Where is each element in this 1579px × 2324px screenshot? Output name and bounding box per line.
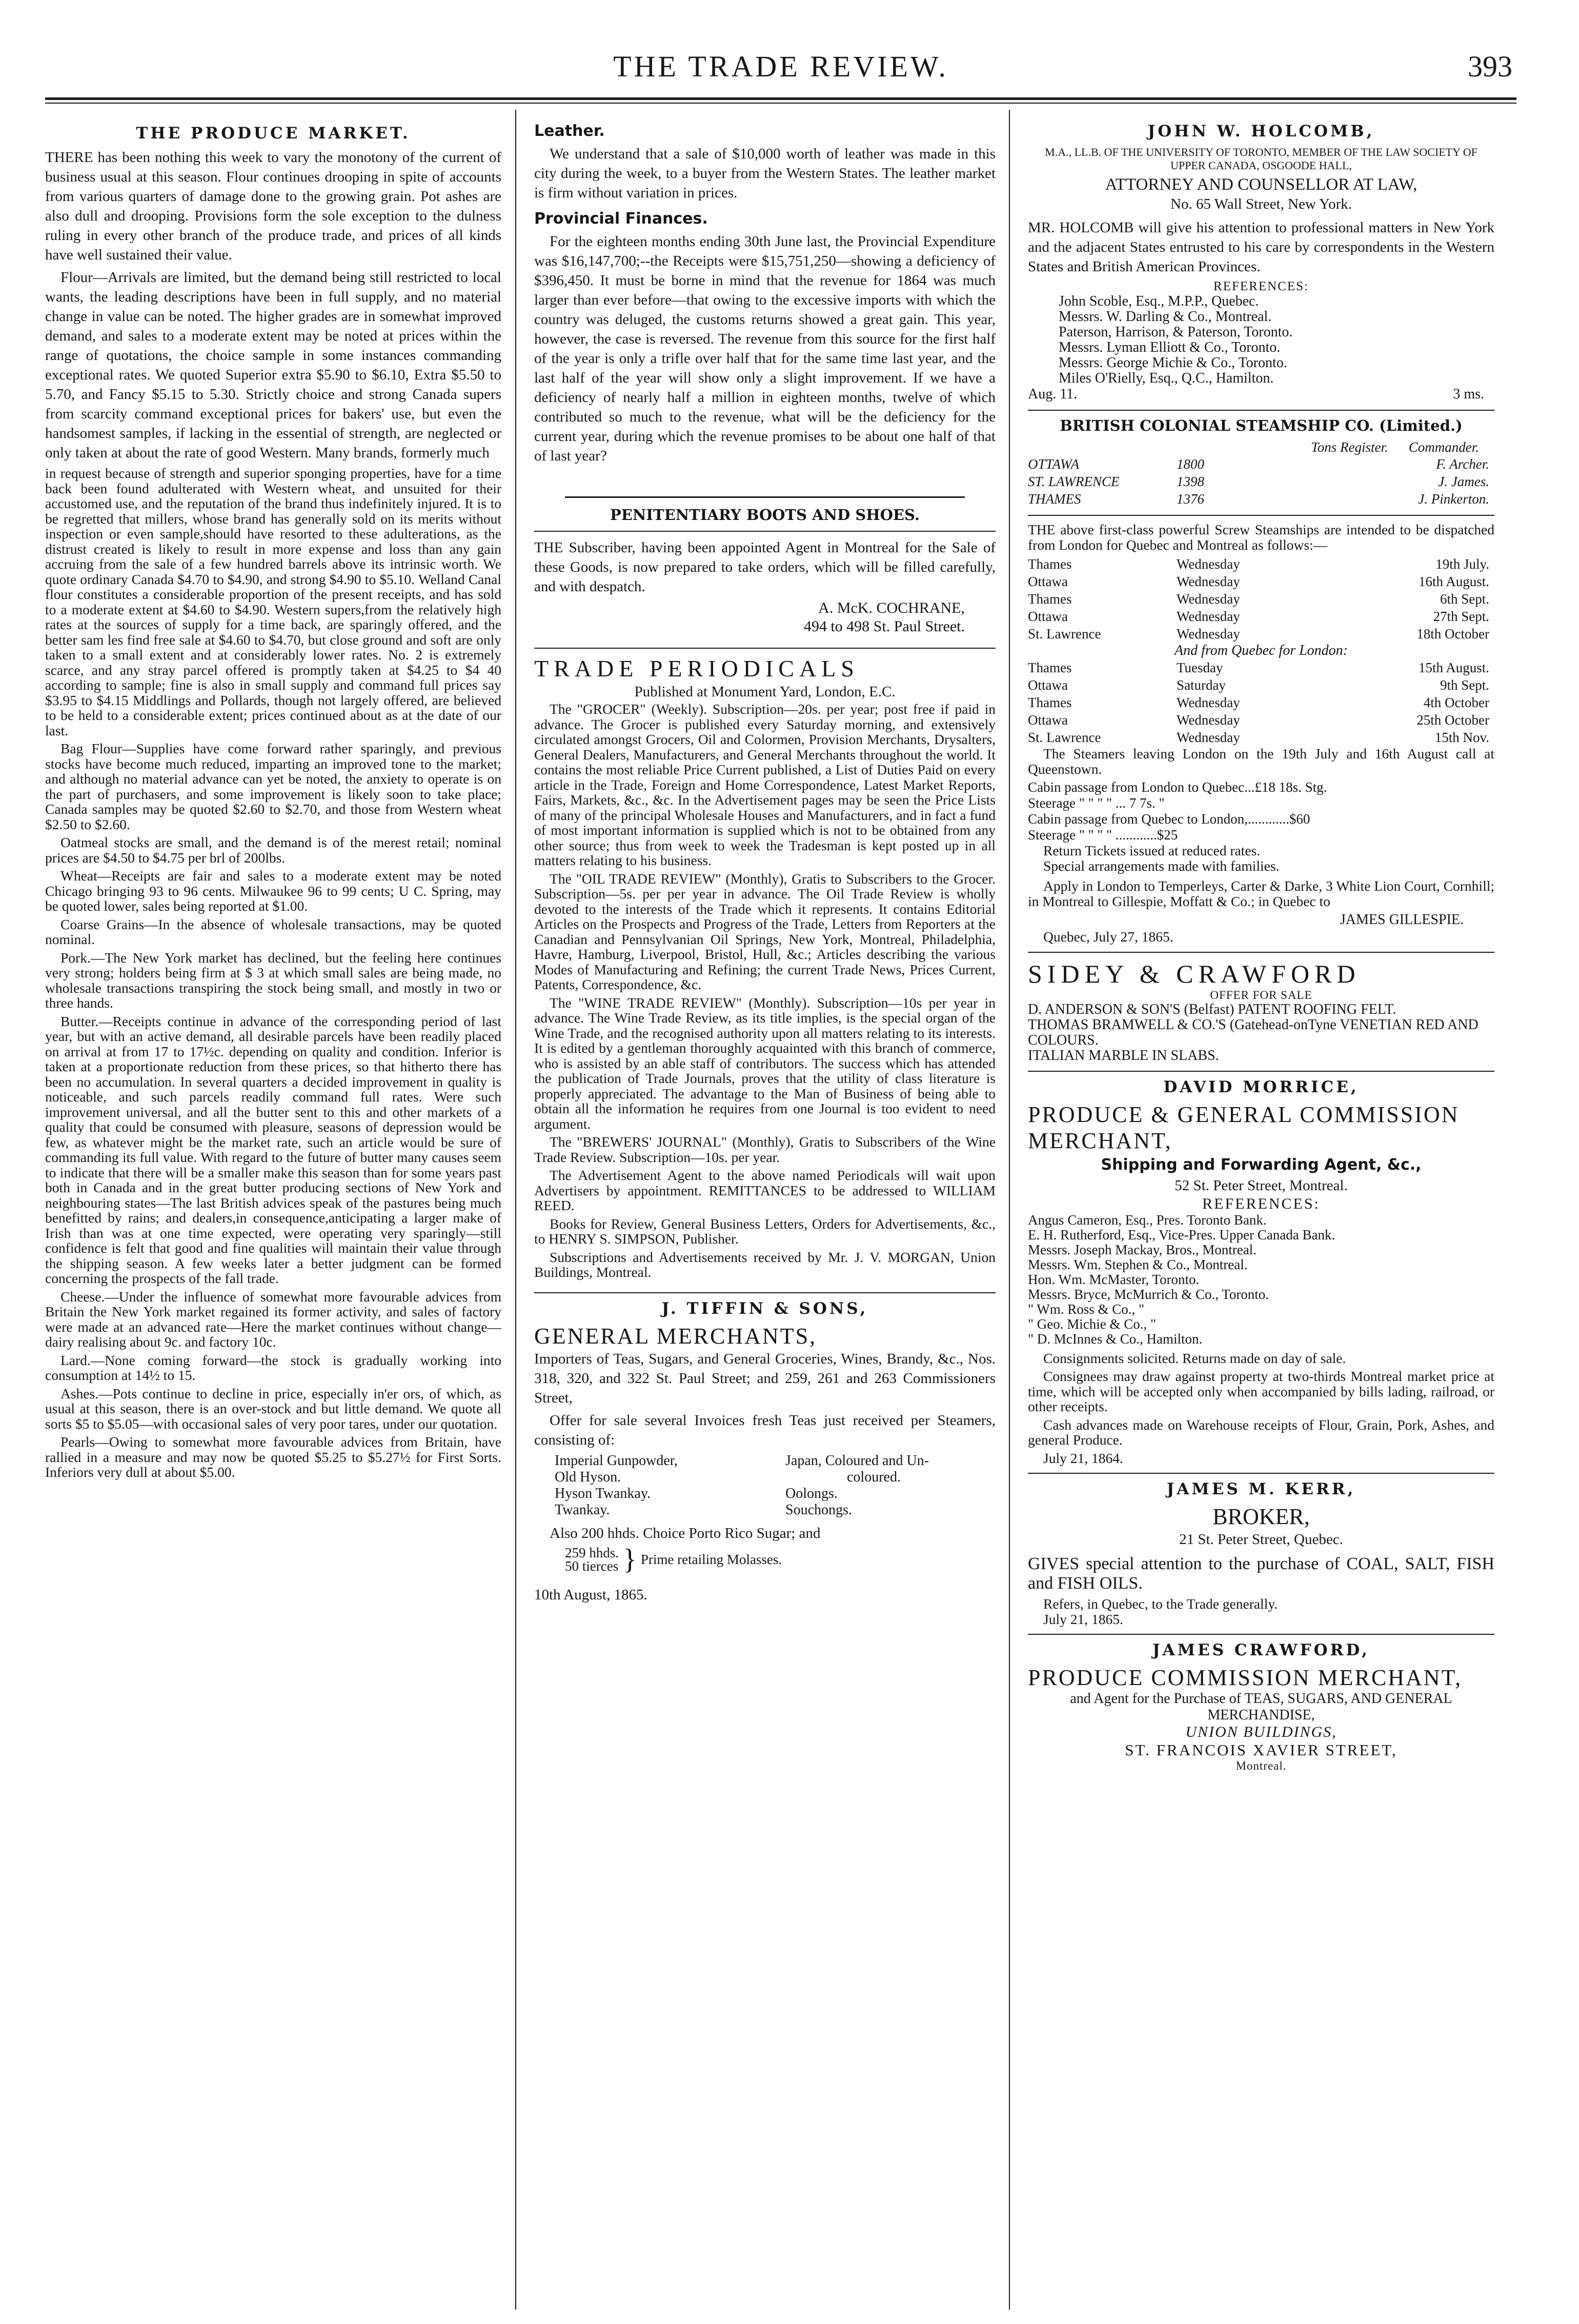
oil-trade-paragraph: The "OIL TRADE REVIEW" (Monthly), Gratis to Subscribers to the Grocer. Subscription—5s. per per year in advance. The Oil Trade Review is wholly devoted to the interests of the Trade which it represents. It contains Editorial Articles on the Prospects and Progress of the Trade, Letters from Reporters at the Canadian and Pennsylvanian Oil Springs, New York, Montreal, Philadelphia, Havre, Hamburg, Liverpool, Bristol, Hull, &c.; Articles describing the various Modes of Manufacturing and Refining; the current Trade News, Prices Current, Patents, Correspondence, &c. — [534, 870, 996, 992]
morrice-name: DAVID MORRICE, — [1163, 1077, 1359, 1096]
holcomb-notice: MR. HOLCOMB will give his attention to professional matters in New York and the adjacent States entrusted to his care by correspondents in the Western States and British American Provinces. — [1028, 219, 1494, 275]
sugar-offer: Also 200 hhds. Choice Porto Rico Sugar; and — [550, 1525, 821, 1541]
reference-item: Angus Cameron, Esq., Pres. Toronto Bank. — [1028, 1212, 1267, 1228]
morrice-address: 52 St. Peter Street, Montreal. — [1175, 1177, 1348, 1194]
general-merchants-heading: GENERAL MERCHANTS, — [534, 1323, 817, 1349]
molasses-quantities — [565, 1546, 619, 1573]
goods-line: ITALIAN MARBLE IN SLABS. — [1028, 1047, 1219, 1064]
queenstown-notice: The Steamers leaving London on the 19th July and 16th August call at Queenstown. — [1028, 746, 1494, 777]
holcomb-credentials: M.A., LL.B. OF THE UNIVERSITY OF TORONTO, MEMBER OF THE LAW SOCIETY OF UPPER CANADA, OSGOODE HALL, — [1045, 146, 1477, 172]
pearls-paragraph: Pearls—Owing to somewhat more favourable advices from Britain, have rallied in a measure and may now be quoted $5.25 to $5.27½ for First Sorts. Inferiors very dull at about $5.00. — [45, 1434, 501, 1480]
goods-line: THOMAS BRAMWELL & CO.'S (Gatehead-onTyne VENETIAN RED AND COLOURS. — [1028, 1016, 1479, 1048]
section-divider — [1028, 1071, 1494, 1072]
cash-advances-notice: Cash advances made on Warehouse receipts of Flour, Grain, Pork, Ashes, and general Produce. — [1028, 1416, 1494, 1448]
cheese-paragraph: Cheese.—Under the influence of somewhat more favourable advices from Britain the New York market regained its former activity, and sales of factory were made at an advanced rate—Here the market continues without change—dairy realising about 9c. and factory 10c. — [45, 1288, 501, 1350]
fare-line: Cabin passage from Quebec to London,............$60 — [1028, 811, 1310, 827]
reference-item: Messrs. Wm. Stephen & Co., Montreal. — [1028, 1256, 1248, 1272]
tea-list — [534, 1453, 996, 1518]
ship-row: ST. LAWRENCE 1398 J. James. — [1028, 474, 1489, 489]
tea-item: Hyson Twankay. — [555, 1485, 651, 1501]
column-middle — [534, 122, 996, 2307]
holcomb-name: JOHN W. HOLCOMB, — [1147, 122, 1375, 141]
sailing-row: Thames Wednesday 4th October — [1028, 695, 1489, 710]
tierces-quantity: 50 tierces — [565, 1558, 619, 1574]
reference-item: Messrs. George Michie & Co., Toronto. — [1059, 355, 1287, 371]
fare-line: Steerage " " " " ... 7 7s. " — [1028, 795, 1165, 811]
sailing-row: Thames Tuesday 15th August. — [1028, 660, 1489, 675]
reference-item: " D. McInnes & Co., Hamilton. — [1028, 1331, 1203, 1347]
morrice-date: July 21, 1864. — [1043, 1450, 1123, 1466]
crawford-street: ST. FRANCOIS XAVIER STREET, — [1125, 1741, 1398, 1759]
sidey-goods — [1028, 1002, 1494, 1064]
ship-row: THAMES 1376 J. Pinkerton. — [1028, 491, 1489, 507]
holcomb-date-line — [1028, 386, 1494, 403]
coarse-grains-paragraph: Coarse Grains—In the absence of wholesale transactions, may be quoted nominal. — [45, 916, 501, 947]
produce-general-commission-heading: PRODUCE & GENERAL COMMISSION MERCHANT, — [1028, 1101, 1460, 1153]
holcomb-term: 3 ms. — [1453, 386, 1484, 402]
column-produce-market — [45, 122, 501, 2307]
reference-item: " Wm. Ross & Co., " — [1028, 1301, 1145, 1317]
kerr-name: JAMES M. KERR, — [1166, 1480, 1356, 1498]
provincial-finances-heading: Provincial Finances. — [534, 210, 708, 228]
holcomb-references — [1028, 294, 1494, 386]
running-title: THE TRADE REVIEW. — [613, 50, 948, 83]
kerr-notice: GIVES special attention to the purchase of COAL, SALT, FISH and FISH OILS. — [1028, 1554, 1494, 1593]
trade-periodicals-heading: TRADE PERIODICALS — [534, 655, 859, 682]
ashes-paragraph: Ashes.—Pots continue to decline in price, especially in'er ors, of which, as usual at this season, there is an over-stock and but little demand. We quote all sorts $5 to $5.05—with occasional sales of very poor tares, under our quotation. — [45, 1385, 501, 1432]
steamship-heading: BRITISH COLONIAL STEAMSHIP CO. (Limited.) — [1060, 417, 1463, 434]
column-advertisements — [1028, 122, 1494, 2307]
tiffin-description: Importers of Teas, Sugars, and General Groceries, Wines, Brandy, &c., Nos. 318, 320, and 322 St. Paul Street; and 259, 261 and 263 Commissioners Street, — [534, 1350, 996, 1406]
page-header — [45, 49, 1516, 90]
fare-line: Steerage " " " " ............$25 — [1028, 827, 1178, 843]
produce-intro: THERE has been nothing this week to vary the monotony of the current of business usual at this season. Flour continues drooping in spite of accounts from various quarters of damage done to the growing grain. Pot ashes are also dull and drooping. Provisions form the sole exception to the dulness ruling in every other branch of the produce trade, and prices of all kinds have well sustained their value. — [45, 149, 501, 263]
reference-item: Messrs. Joseph Mackay, Bros., Montreal. — [1028, 1241, 1257, 1257]
reference-item: Messrs. Bryce, McMurrich & Co., Toronto. — [1028, 1286, 1269, 1302]
provincial-finances-paragraph: For the eighteen months ending 30th June last, the Provincial Expenditure was $16,147,700;--the Receipts were $15,751,250—showing a deficiency of $396,450. It must be borne in mind that the revenue for 1864 was much larger than ever before—that owing to the excessive imports with which the country was deluged, the customs returns showed a great gain. This year, however, the case is reversed. The revenue from this source for the first half of the year is only a trifle over half that for the same time last year, and the last half of the year will show only a slight improvement. If we have a deficiency of nearly half a million in eighteen months, twelve of which contributed so much to the revenue, what will be the deficiency for the current year, during which the revenue promises to be about one half of that of last year? — [534, 233, 996, 464]
reference-item: Messrs. Lyman Elliott & Co., Toronto. — [1059, 339, 1281, 355]
column-rule-1 — [515, 110, 516, 2310]
sailing-row: Ottawa Saturday 9th Sept. — [1028, 677, 1489, 693]
holcomb-title: ATTORNEY AND COUNSELLOR AT LAW, — [1105, 175, 1418, 194]
ship-row: OTTAWA 1800 F. Archer. — [1028, 456, 1489, 472]
penitentiary-boots-notice: THE Subscriber, having been appointed Agent in Montreal for the Sale of these Goods, is now prepared to take orders, which will be filled carefully, and with despatch. — [534, 539, 996, 595]
tea-item: coloured. — [847, 1469, 901, 1485]
tea-list-left — [555, 1453, 765, 1518]
flour-paragraph: Flour—Arrivals are limited, but the demand being still restricted to local wants, the leading descriptions have been in full supply, and no material change in value can be noted. The higher grades are in somewhat improved demand, and sales to a moderate extent may be noted at prices within the range of quotations, the choice sample in some instances commanding exceptional rates. We quoted Superior extra $5.90 to $6.10, Extra $5.50 to 5.70, and Fancy $5.15 to 5.30. Strictly choice and strong Canada supers from scarcity command exceptional prices for bakers' use, but even the handsomest samples, if lacking in the essential of strength, are neglected or only taken at about the rate of good Western. Many brands, formerly much — [45, 269, 501, 461]
holcomb-date: Aug. 11. — [1028, 386, 1078, 402]
tea-item: Oolongs. — [785, 1485, 838, 1501]
sailing-row: Ottawa Wednesday 25th October — [1028, 712, 1489, 728]
cochrane-address: 494 to 498 St. Paul Street. — [803, 618, 965, 635]
section-divider — [534, 1292, 996, 1293]
molasses-description: Prime retailing Molasses. — [640, 1551, 782, 1567]
trade-periodicals-address: Published at Monument Yard, London, E.C. — [634, 684, 896, 700]
from-quebec-heading: And from Quebec for London: — [1174, 643, 1348, 658]
sidey-crawford-heading: SIDEY & CRAWFORD — [1028, 959, 1361, 988]
gillespie-signature: JAMES GILLESPIE. — [1340, 912, 1464, 928]
tiffin-date: 10th August, 1865. — [534, 1586, 647, 1603]
reference-item: " Geo. Michie & Co., " — [1028, 1316, 1157, 1332]
return-tickets: Return Tickets issued at reduced rates. — [1043, 843, 1261, 858]
tons-register-header: Tons Register. — [1311, 439, 1388, 455]
broker-title: BROKER, — [1212, 1504, 1310, 1529]
brewers-journal-paragraph: The "BREWERS' JOURNAL" (Monthly), Gratis to Subscribers of the Wine Trade Review. Subscription—10s. per year. — [534, 1134, 996, 1165]
crawford-city: Montreal. — [1236, 1759, 1287, 1772]
wine-trade-paragraph: The "WINE TRADE REVIEW" (Monthly). Subscription—10s per year in advance. The Wine Trade Review, as its title implies, is the special organ of the Wine Trade, and the recognised authority upon all matters relating to its interests. It is edited by a gentleman thoroughly acquainted with this branch of commerce, who is assisted by an able staff of contributors. The success which has attended the publication of Trade Journals, proves that the utility of class literature is properly appreciated. The advantage to the Man of Business of being able to obtain all the information he requires from one Journal is too evident to need argument. — [534, 994, 996, 1132]
hhds-quantity: 259 hhds. — [565, 1545, 619, 1560]
reference-item: John Scoble, Esq., M.P.P., Quebec. — [1059, 293, 1259, 309]
tea-list-right — [785, 1453, 996, 1518]
cochrane-signature: A. McK. COCHRANE, — [818, 599, 965, 616]
reference-item: Messrs. W. Darling & Co., Montreal. — [1059, 309, 1272, 325]
sailing-row: Thames Wednesday 6th Sept. — [1028, 591, 1489, 607]
section-divider — [565, 496, 965, 498]
sailing-row: St. Lawrence Wednesday 15th Nov. — [1028, 730, 1489, 745]
pork-paragraph: Pork.—The New York market has declined, but the feeling here continues very strong; holders being firm at $ 3 at which small sales are being made, no wholesale transactions transpiring the stock being small, and mostly in two or three hands. — [45, 949, 501, 1011]
produce-market-heading: THE PRODUCE MARKET. — [136, 124, 411, 143]
kerr-refers: Refers, in Quebec, to the Trade generally. — [1043, 1596, 1278, 1612]
steamship-date: Quebec, July 27, 1865. — [1043, 929, 1173, 945]
consignments-notice: Consignments solicited. Returns made on day of sale. — [1043, 1350, 1346, 1366]
sailing-row: St. Lawrence Wednesday 18th October — [1028, 626, 1489, 642]
tea-item: Old Hyson. — [555, 1469, 621, 1485]
steamship-columns — [1028, 439, 1494, 455]
passage-fares — [1028, 779, 1494, 843]
leather-heading: Leather. — [534, 122, 605, 140]
header-rule-thin — [45, 103, 1516, 104]
offer-for-sale-label: OFFER FOR SALE — [1210, 988, 1312, 1001]
reference-item: Miles O'Rielly, Esq., Q.C., Hamilton. — [1059, 370, 1274, 386]
crawford-description: and Agent for the Purchase of TEAS, SUGARS, AND GENERAL MERCHANDISE, — [1070, 1691, 1452, 1723]
consignees-notice: Consignees may draw against property at two-thirds Montreal market price at time, which will be accepted only when accompanied by bills lading, railroad, or other receipts. — [1028, 1368, 1494, 1414]
leather-paragraph: We understand that a sale of $10,000 worth of leather was made in this city during the week, to a buyer from the Western States. The leather market is firm without variation in prices. — [534, 146, 996, 201]
flour-continued: in request because of strength and superior sponging properties, have for a time back been found adulterated with Western wheat, and unsuited for their accustomed use, and the reputation of the brand thus indefinitely injured. It is to be regretted that millers, whose brand has generally sold on its merits without inspection or even sample,should have resorted to these adulterations, as the distrust created is likely to result in more expense and loss than any gain accruing from the sale of a few hundred barrels above its intrinsic worth. We quote ordinary Canada $4.70 to $4.90, and strong $4.90 to $5.10. Welland Canal flour constitutes a considerable proportion of the present receipts, and has sold to a moderate extent at $4.60 to $4.90. Western supers,from the relatively high rates at the sources of supply for a time back, are sparingly offered, and the better sam les find free sale at $4.60 to $4.70, but close ground and soft are only taken to a small extent and at considerably lower rates. No. 2 is extremely scarce, and any stray parcel offered is promptly taken at $4.25 to $4 40 according to sample; fine is also in small supply and command full prices say $3.95 to $4.15 Middlings and Pollards, though not largely offered, are believed to be held to a considerable extent; prices continued about as at the date of our last. — [45, 465, 501, 738]
section-divider — [1028, 1634, 1494, 1635]
shipping-agent-line: Shipping and Forwarding Agent, &c., — [1101, 1155, 1422, 1174]
section-divider — [534, 648, 996, 649]
morrice-references — [1028, 1213, 1494, 1347]
bag-flour-paragraph: Bag Flour—Supplies have come forward rather sparingly, and previous stocks have become much reduced, imparting an improved tone to the market; and although no material advance can yet be noted, the anxiety to operate is on the part of purchasers, and some improvement is likely soon to take place; Canada samples may be quoted $2.60 to $2.70, and those from Western wheat $2.50 to $2.60. — [45, 740, 501, 832]
section-divider — [1028, 1473, 1494, 1474]
advertisement-agent-paragraph: The Advertisement Agent to the above named Periodicals will wait upon Advertisers by appointment. REMITTANCES to be addressed to WILLIAM REED. — [534, 1167, 996, 1213]
sailing-row: Thames Wednesday 19th July. — [1028, 556, 1489, 572]
tea-item: Imperial Gunpowder, — [555, 1452, 678, 1469]
brace-icon: } — [623, 1543, 637, 1575]
oatmeal-paragraph: Oatmeal stocks are small, and the demand is of the merest retail; nominal prices are $4.50 to $4.75 per brl of 200lbs. — [45, 834, 501, 866]
grocer-paragraph: The "GROCER" (Weekly). Subscription—20s. per year; post free if paid in advance. The Grocer is published every Saturday morning, and extensively circulated amongst Grocers, Oil and Colormen, Provision Merchants, Drysalters, General Dealers, Manufacturers, and General Merchants throughout the world. It contains the most reliable Price Current published, a List of Duties Paid on every article in the Trade, Foreign and Home Correspondence, Latest Market Reports, Fairs, Markets, &c., &c. In the Advertisement pages may be seen the Price Lists of many of the principal Wholesale Houses and Manufacturers, and in fact a fund of most important information is supplied which is not to be obtained from any other source; thus from week to week the Tradesman is kept posted up in all matters relating to his business. — [534, 701, 996, 868]
section-divider — [1028, 515, 1494, 516]
header-rule-thick — [45, 97, 1516, 100]
goods-line: D. ANDERSON & SON'S (Belfast) PATENT ROOFING FELT. — [1028, 1001, 1396, 1017]
butter-paragraph: Butter.—Receipts continue in advance of the corresponding period of last year, but with an active demand, all desirable parcels have been readily placed on arrival at from 17 to 17½c. depending on quality and condition. Inferior is taken at a proportionate reduction from these prices, so that hitherto there has been no accumulation. In several quarters a decided improvement in quality is noticeable, and such parcels readily command full rates. Were such improvement universal, and all the butter sent to this and other markets of a quality that could be consumed with pleasure, seasons of depression would be few, as whatever might be the market rate, such an article would be sure of commanding its full value. With regard to the future of butter many causes seem to indicate that there will be a smaller make this season than for some years past both in Canada and in the great butter producing sections of New York and neighbouring states—The last British advices speak of the pastures being much benefitted by rains; and dealers,in consequence,anticipating a larger make of Irish than was at one time expected, were operating very sparingly—still confidence is felt that good and fine qualities will maintain their value through the shipping season. A few weeks later a better judgment can be formed concerning the prospects of the fall trade. — [45, 1013, 501, 1286]
column-rule-2 — [1009, 110, 1010, 2310]
lard-paragraph: Lard.—None coming forward—the stock is gradually working into consumption at 14½ to 15. — [45, 1352, 501, 1383]
tiffin-heading: J. TIFFIN & SONS, — [661, 1299, 868, 1318]
reference-item: E. H. Rutherford, Esq., Vice-Pres. Upper Canada Bank. — [1028, 1227, 1335, 1243]
fare-line: Cabin passage from London to Quebec...£18 18s. Stg. — [1028, 779, 1327, 795]
union-buildings: UNION BUILDINGS, — [1185, 1724, 1337, 1740]
subscriptions-paragraph: Subscriptions and Advertisements received by Mr. J. V. MORGAN, Union Buildings, Montreal. — [534, 1249, 996, 1280]
sailing-row: Ottawa Wednesday 16th August. — [1028, 574, 1489, 589]
kerr-address: 21 St. Peter Street, Quebec. — [1179, 1531, 1343, 1548]
sailing-row: Ottawa Wednesday 27th Sept. — [1028, 609, 1489, 624]
section-divider — [534, 531, 996, 532]
section-divider — [1028, 410, 1494, 411]
morrice-references-heading: REFERENCES: — [1202, 1195, 1320, 1212]
commander-header: Commander. — [1408, 439, 1479, 455]
holcomb-address: No. 65 Wall Street, New York. — [1170, 196, 1352, 212]
tea-item: Twankay. — [555, 1501, 610, 1518]
reference-item: Hon. Wm. McMaster, Toronto. — [1028, 1271, 1200, 1287]
tea-item: Souchongs. — [785, 1501, 852, 1518]
tiffin-offer: Offer for sale several Invoices fresh Teas just received per Steamers, consisting of: — [534, 1412, 996, 1448]
apply-notice: Apply in London to Temperleys, Carter & Darke, 3 White Lion Court, Cornhill; in Montreal to Gillespie, Moffatt & Co.; in Quebec to — [1028, 878, 1494, 909]
produce-commission-heading: PRODUCE COMMISSION MERCHANT, — [1028, 1665, 1463, 1690]
books-for-review-paragraph: Books for Review, General Business Letters, Orders for Advertisements, &c., to HENRY S. SIMPSON, Publisher. — [534, 1215, 996, 1247]
wheat-paragraph: Wheat—Receipts are fair and sales to a moderate extent may be noted Chicago bringing 93 to 96 cents. Milwaukee 96 to 99 cents; U C. Spring, may be quoted lower, sales being reported at $1.00. — [45, 868, 501, 914]
crawford-name: JAMES CRAWFORD, — [1152, 1641, 1370, 1659]
molasses-offer — [534, 1543, 996, 1575]
penitentiary-boots-heading: PENITENTIARY BOOTS AND SHOES. — [610, 506, 920, 524]
special-arrangements: Special arrangements made with families. — [1043, 857, 1280, 874]
tea-item: Japan, Coloured and Un- — [785, 1452, 929, 1469]
kerr-date: July 21, 1865. — [1043, 1611, 1123, 1627]
page-number: 393 — [1468, 50, 1512, 83]
holcomb-references-heading: REFERENCES: — [1213, 279, 1309, 293]
steamship-notice: THE above first-class powerful Screw Steamships are intended to be dispatched from London for Quebec and Montreal as follows:— — [1028, 522, 1494, 553]
reference-item: Paterson, Harrison, & Paterson, Toronto. — [1059, 324, 1293, 340]
section-divider — [1028, 952, 1494, 953]
